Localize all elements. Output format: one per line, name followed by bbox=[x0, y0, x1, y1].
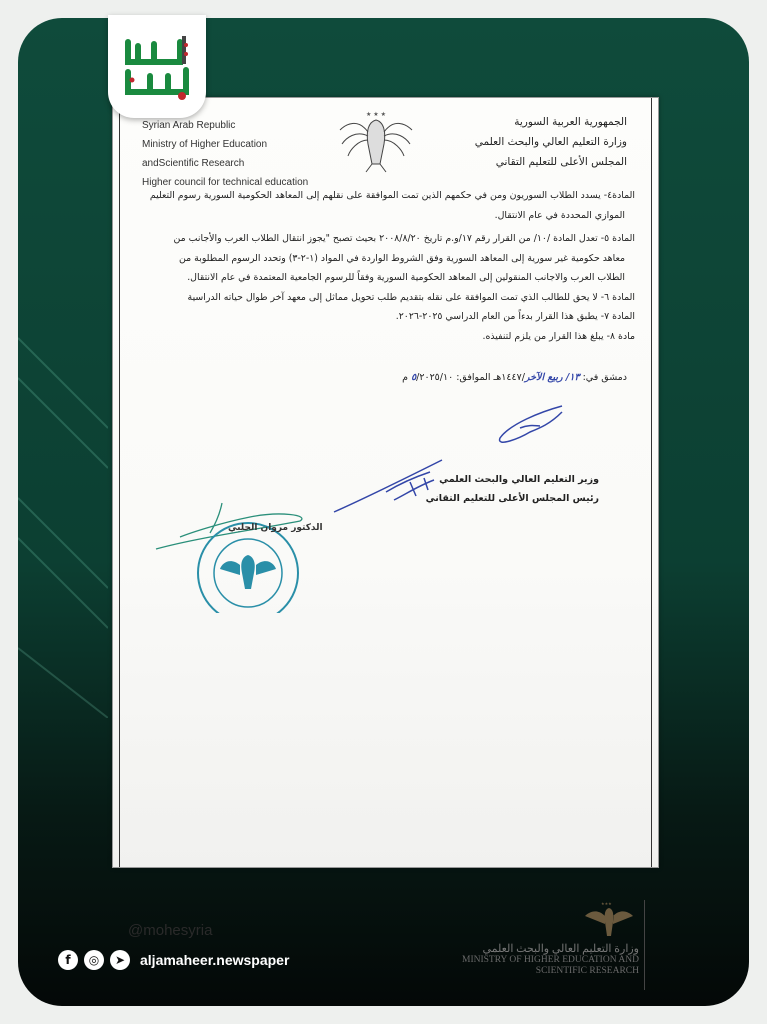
ministry-name-en: SCIENTIFIC RESEARCH bbox=[535, 966, 639, 976]
ghost-handle-watermark: @mohesyria bbox=[128, 922, 213, 939]
header-en-line: Ministry of Higher Education bbox=[142, 139, 268, 150]
issue-date bbox=[134, 368, 635, 388]
date-prefix: دمشق في: bbox=[582, 372, 627, 383]
article-line: الطلاب العرب والاجانب المنقولين إلى المعاهد الحكومية السورية وفقاً للرسوم الجامعية المعتمدة في عام الانتقال. bbox=[187, 272, 625, 283]
ministry-name-en: MINISTRY OF HIGHER EDUCATION AND bbox=[462, 955, 639, 965]
decorative-lines bbox=[18, 318, 108, 718]
social-bar bbox=[58, 950, 289, 970]
date-greg-handwritten: ٥ bbox=[411, 372, 417, 383]
aljamaheer-logo bbox=[108, 15, 206, 118]
date-greg-rest: /٢٠٢٥/١٠ م bbox=[402, 372, 454, 383]
signatory-title bbox=[426, 470, 599, 508]
header-en-line: Higher council for technical education bbox=[142, 177, 309, 188]
header-ar-line: المجلس الأعلى للتعليم التقاني bbox=[495, 156, 627, 168]
ministry-footer-logo bbox=[462, 944, 639, 977]
header-ar-line: وزارة التعليم العالي والبحث العلمي bbox=[474, 136, 627, 148]
svg-text:★★★: ★★★ bbox=[601, 901, 612, 906]
date-hijri-handwritten: ١٣/ ربيع الآخر bbox=[524, 372, 580, 383]
document-frame bbox=[119, 98, 652, 867]
instagram-icon[interactable]: ◎ bbox=[84, 950, 104, 970]
handwritten-initial-signature bbox=[490, 398, 570, 454]
decree-document bbox=[112, 97, 659, 868]
svg-text:★ ★ ★: ★ ★ ★ bbox=[366, 111, 386, 118]
signatory-name: الدكتور مروان الحلبي bbox=[228, 523, 323, 533]
official-stamp-and-signature bbox=[150, 493, 320, 613]
article-line: معاهد حكومية غير سورية إلى المعاهد السورية وفق الشروط الواردة في المواد (١-٢-٣) وتحدد الرسوم المطلوبة من bbox=[179, 252, 625, 264]
logo-mark-icon bbox=[120, 32, 194, 102]
header-english bbox=[142, 116, 308, 192]
eagle-emblem-icon bbox=[338, 108, 414, 174]
signatory-title-line: وزير التعليم العالي والبحث العلمي bbox=[439, 474, 599, 485]
social-handle[interactable]: aljamaheer.newspaper bbox=[140, 952, 290, 968]
header-ar-line: الجمهورية العربية السورية bbox=[514, 116, 627, 128]
decree-articles bbox=[134, 186, 635, 388]
article-line: الموازي المحددة في عام الانتقال. bbox=[494, 209, 625, 221]
article-line: المادة ٥- تعدل المادة /١٠/ من القرار رقم ١٧/و.م تاريخ ٢٠٠٨/٨/٢٠ بحيث تصبح "يجوز انتقال الطلاب العرب والأجانب من bbox=[173, 233, 635, 244]
header-arabic bbox=[475, 112, 627, 172]
date-hijri-rest: /١٤٤٧هـ الموافق: bbox=[456, 372, 525, 383]
article-line: المادة ٦- لا يحق للطالب الذي تمت الموافقة على نقله بتقديم طلب تحويل مماثل إلى معهد آخر طوال حياته الدراسية bbox=[187, 291, 635, 303]
header-en-line: andScientific Research bbox=[142, 158, 245, 169]
facebook-icon[interactable]: f bbox=[58, 950, 78, 970]
article-line: مادة ٨- يبلغ هذا القرار من يلزم لتنفيذه. bbox=[482, 330, 635, 342]
header-en-line: Syrian Arab Republic bbox=[142, 120, 236, 131]
signatory-title-line: رئيس المجلس الأعلى للتعليم التقاني bbox=[425, 493, 599, 504]
article-line: المادة ٧- يطبق هذا القرار بدءاً من العام الدراسي ٢٠٢٥-٢٠٢٦. bbox=[395, 311, 635, 322]
ministry-eagle-icon bbox=[583, 900, 635, 944]
footer-divider bbox=[644, 900, 645, 990]
telegram-icon[interactable]: ➤ bbox=[110, 950, 130, 970]
article-line: المادة٤- يسدد الطلاب السوريون ومن في حكمهم الذين تمت الموافقة على نقلهم إلى المعاهد الحكومية السورية رسوم التعليم bbox=[149, 190, 635, 201]
ministry-name-ar: وزارة التعليم العالي والبحث العلمي bbox=[482, 943, 639, 955]
